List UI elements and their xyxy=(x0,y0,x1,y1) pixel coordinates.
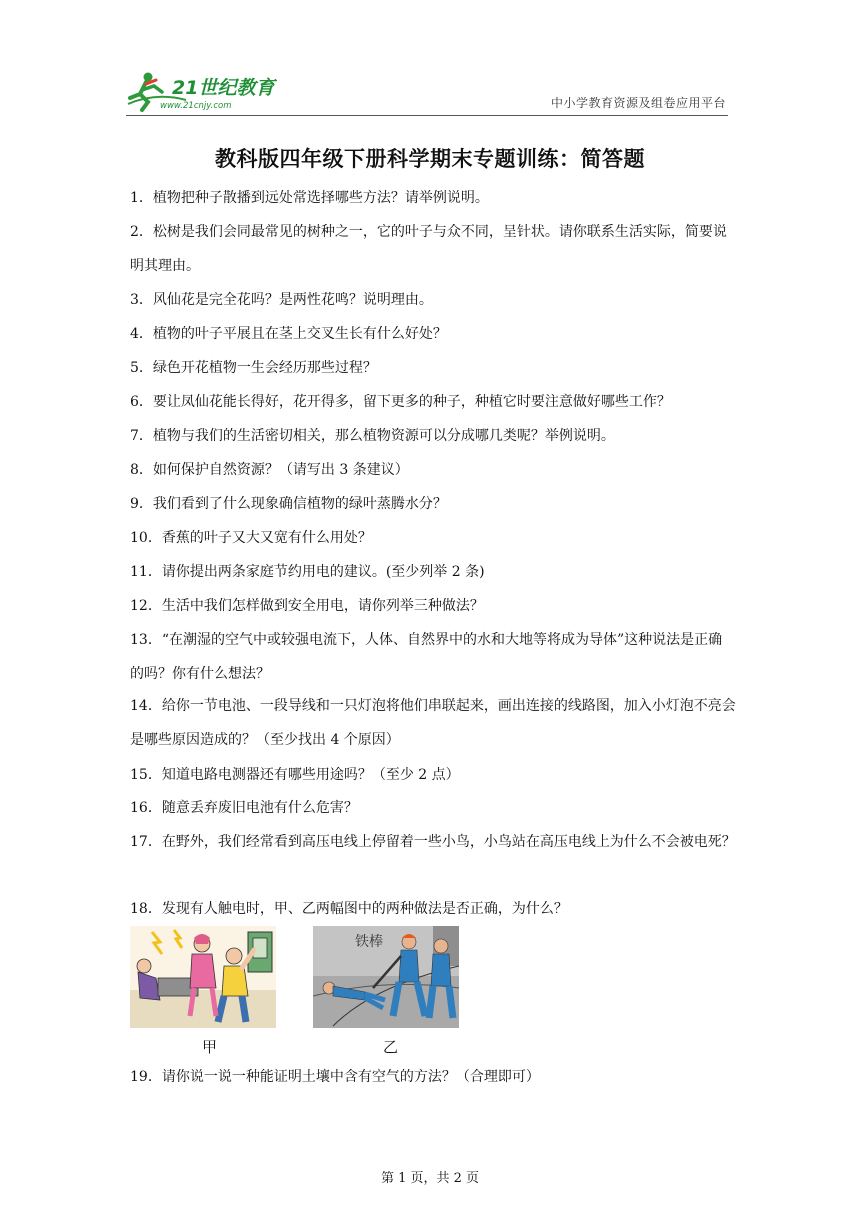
platform-name: 中小学教育资源及组卷应用平台 xyxy=(550,96,726,110)
figure-jia xyxy=(130,926,276,1028)
page-footer: 第 1 页，共 2 页 xyxy=(380,1171,480,1186)
question-6: 6．要让凤仙花能长得好，花开得多，留下更多的种子，种植它时要注意做好哪些工作？ xyxy=(130,394,671,410)
question-2: 2．松树是我们会同最常见的树种之一，它的叶子与众不同，呈针状。请你联系生活实际，简要说明其理由。 xyxy=(130,224,727,274)
question-18: 18．发现有人触电时，甲、乙两幅图中的两种做法是否正确，为什么？ xyxy=(130,901,568,917)
question-4: 4．植物的叶子平展且在茎上交叉生长有什么好处？ xyxy=(130,326,447,342)
question-16: 16．随意丢弃废旧电池有什么危害？ xyxy=(130,800,358,816)
question-9: 9．我们看到了什么现象确信植物的绿叶蒸腾水分？ xyxy=(130,496,447,512)
question-1: 1．植物把种子散播到远处常选择哪些方法？请举例说明。 xyxy=(130,190,489,206)
question-14: 14．给你一节电池、一段导线和一只灯泡将他们串联起来，画出连接的线路图，加入小灯泡不亮会是哪些原因造成的？（至少找出 4 个原因） xyxy=(130,698,736,748)
question-10: 10．香蕉的叶子又大又宽有什么用处？ xyxy=(130,530,372,546)
question-19: 19．请你说一说一种能证明土壤中含有空气的方法？（合理即可） xyxy=(130,1069,540,1085)
question-15: 15．知道电路电测器还有哪些用途吗？（至少 2 点） xyxy=(130,767,460,783)
question-8: 8．如何保护自然资源？（请写出 3 条建议） xyxy=(130,462,409,478)
figure-yi-caption: 乙 xyxy=(383,1038,399,1056)
question-11: 11．请你提出两条家庭节约用电的建议。(至少列举 2 条) xyxy=(130,564,485,580)
figure-jia-caption: 甲 xyxy=(202,1038,218,1056)
question-3: 3．风仙花是完全花吗？是两性花鸣？说明理由。 xyxy=(130,292,433,308)
iron-bar-label: 铁棒 xyxy=(355,934,383,950)
header-divider xyxy=(126,115,728,116)
question-13: 13．“在潮湿的空气中或较强电流下，人体、自然界中的水和大地等将成为导体”这种说法是正确的吗？你有什么想法？ xyxy=(130,632,723,682)
logo-url-text: www.21cnjy.com xyxy=(160,101,232,111)
question-7: 7．植物与我们的生活密切相关，那么植物资源可以分成哪几类呢？举例说明。 xyxy=(130,428,615,444)
logo-text: 21世纪教育 xyxy=(172,77,275,99)
question-12: 12．生活中我们怎样做到安全用电，请你列举三种做法？ xyxy=(130,598,484,614)
page-title: 教科版四年级下册科学期末专题训练：简答题 xyxy=(215,147,645,171)
question-17: 17．在野外，我们经常看到高压电线上停留着一些小鸟，小鸟站在高压电线上为什么不会被电死？ xyxy=(130,834,736,850)
question-5: 5．绿色开花植物一生会经历那些过程？ xyxy=(130,360,377,376)
figure-yi xyxy=(313,926,459,1028)
21cnjy-logo xyxy=(126,70,296,112)
page-header xyxy=(126,64,728,116)
